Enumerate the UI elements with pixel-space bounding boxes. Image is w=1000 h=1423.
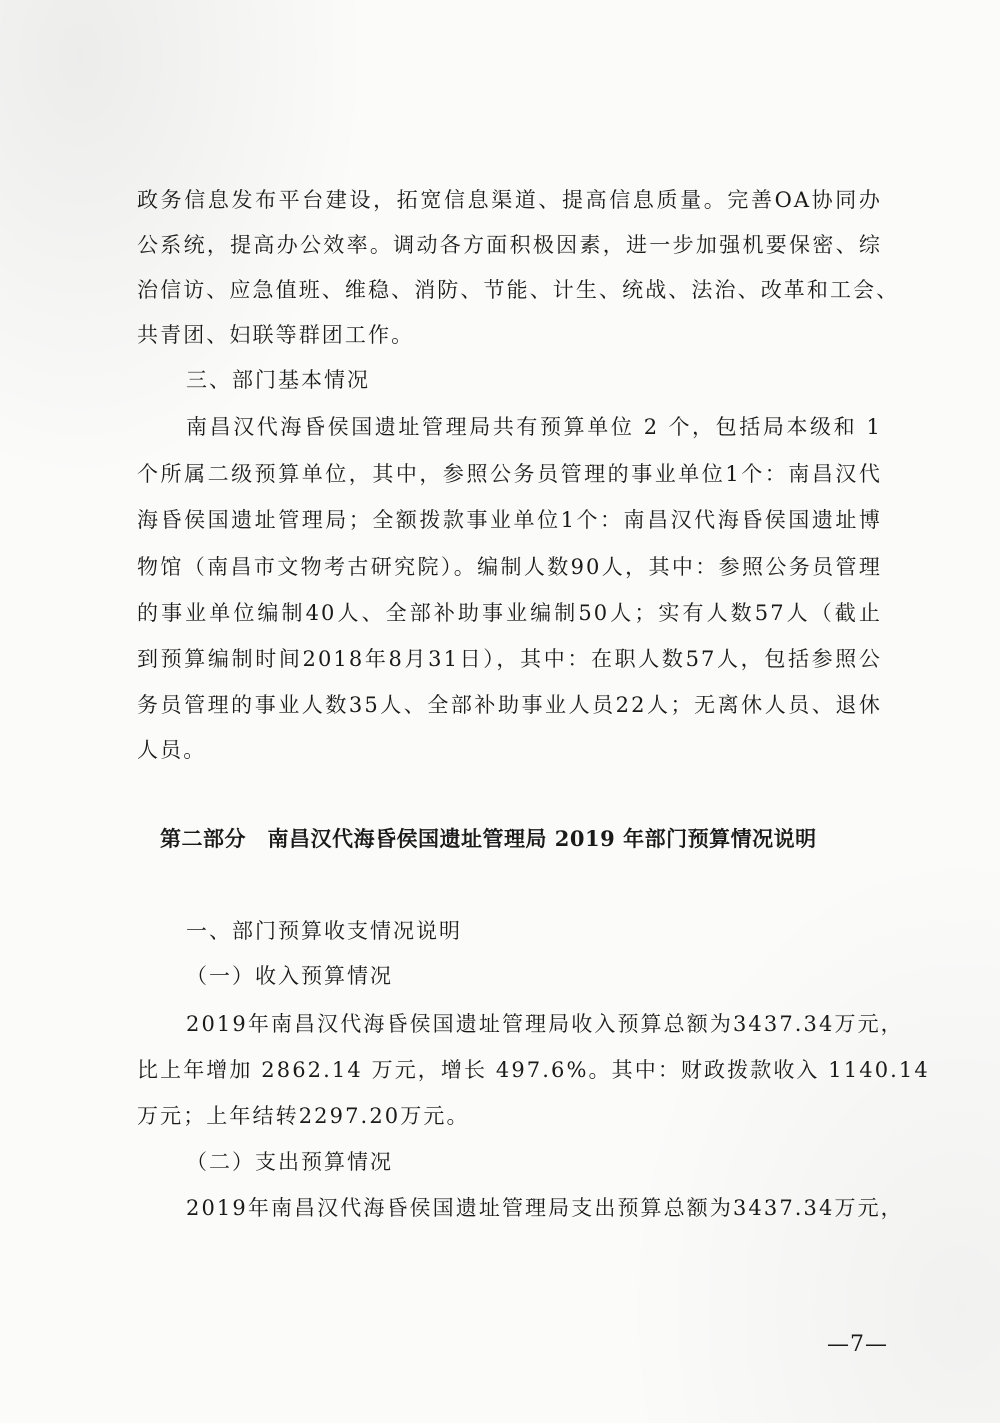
paragraph-2-line-5: 的事业单位编制40人、全部补助事业编制50人；实有人数57人（截止 (137, 601, 882, 625)
paragraph-1-line-3: 治信访、应急值班、维稳、消防、节能、计生、统战、法治、改革和工会、 (137, 278, 900, 302)
paragraph-2-line-4: 物馆（南昌市文物考古研究院）。编制人数90人，其中：参照公务员管理 (137, 555, 882, 579)
paragraph-1-line-4: 共青团、妇联等群团工作。 (137, 323, 415, 347)
subsection-2-heading: （二）支出预算情况 (186, 1150, 393, 1174)
paragraph-3-line-2: 比上年增加 2862.14 万元，增长 497.6%。其中：财政拨款收入 1140.14 (137, 1058, 930, 1082)
paragraph-4-line-1: 2019年南昌汉代海昏侯国遗址管理局支出预算总额为3437.34万元， (186, 1196, 904, 1220)
paragraph-2-line-1: 南昌汉代海昏侯国遗址管理局共有预算单位 2 个，包括局本级和 1 (186, 415, 882, 439)
section-1-heading: 一、部门预算收支情况说明 (186, 919, 462, 943)
page-number: —7— (827, 1332, 888, 1357)
paragraph-2-line-8: 人员。 (137, 738, 207, 762)
paragraph-2-line-6: 到预算编制时间2018年8月31日），其中：在职人数57人，包括参照公 (137, 647, 882, 671)
paragraph-1-line-1: 政务信息发布平台建设，拓宽信息渠道、提高信息质量。完善OA协同办 (137, 188, 882, 212)
paragraph-1-line-2: 公系统，提高办公效率。调动各方面积极因素，进一步加强机要保密、综 (137, 233, 882, 257)
paragraph-3-line-3: 万元；上年结转2297.20万元。 (137, 1104, 470, 1128)
paragraph-2-line-7: 务员管理的事业人数35人、全部补助事业人员22人；无离休人员、退休 (137, 693, 882, 717)
part-2-title: 第二部分 南昌汉代海昏侯国遗址管理局 2019 年部门预算情况说明 (160, 826, 817, 851)
paragraph-3-line-1: 2019年南昌汉代海昏侯国遗址管理局收入预算总额为3437.34万元， (186, 1012, 904, 1036)
subsection-1-heading: （一）收入预算情况 (186, 964, 393, 988)
paragraph-2-line-3: 海昏侯国遗址管理局；全额拨款事业单位1个：南昌汉代海昏侯国遗址博 (137, 508, 882, 532)
section-3-heading: 三、部门基本情况 (186, 368, 370, 392)
paragraph-2-line-2: 个所属二级预算单位，其中，参照公务员管理的事业单位1个：南昌汉代 (137, 462, 882, 486)
